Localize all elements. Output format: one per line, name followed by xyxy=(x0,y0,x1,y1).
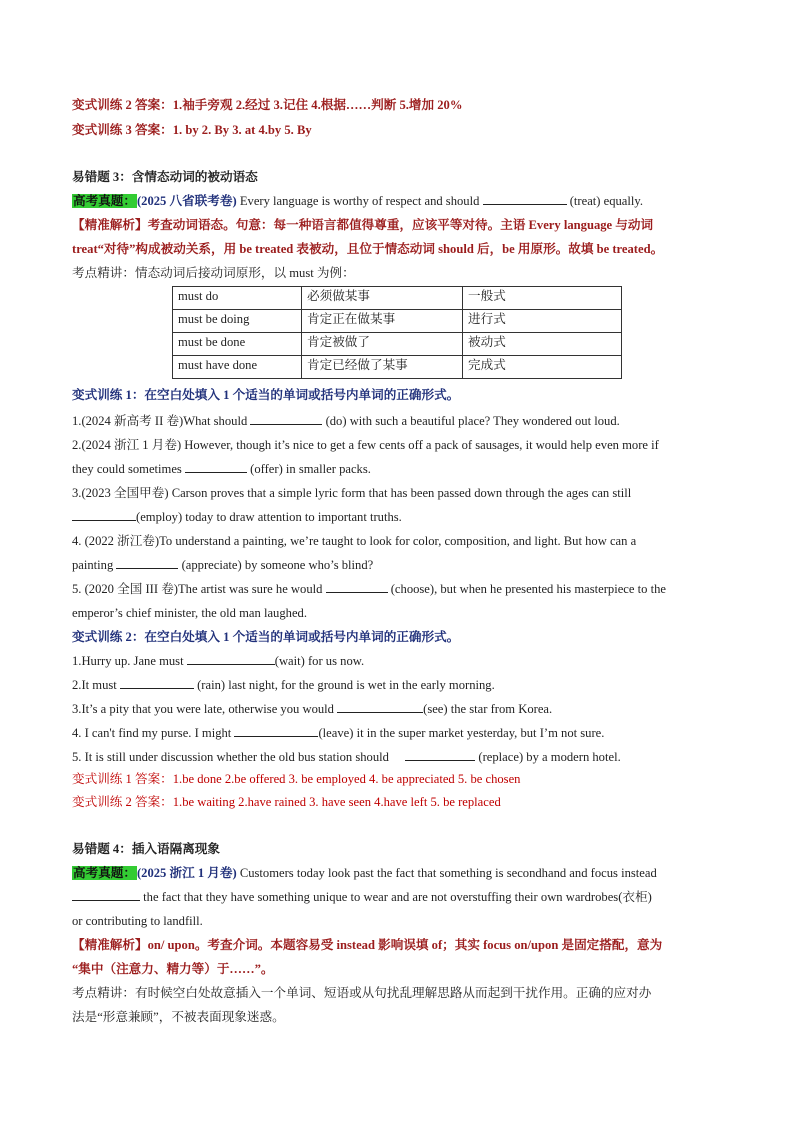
ex2-q5-text-a: 5. It is still under discussion whether the old bus station should xyxy=(72,750,389,764)
ex1-q1 xyxy=(72,412,620,430)
question-source: (2025 浙江 1 月卷) xyxy=(136,866,237,880)
answer-blank[interactable] xyxy=(72,508,136,521)
answer-blank[interactable] xyxy=(185,460,247,473)
s4-analysis-line-2: “集中（注意力、精力等）于……”。 xyxy=(72,962,274,976)
ex2-q3-text-a: 3.It’s a pity that you were late, otherwise you would xyxy=(72,702,334,716)
ex1-q4-line1: 4. (2022 浙江卷)To understand a painting, we’re taught to look for color, composition, and light. But how can a xyxy=(72,534,637,548)
section4-question-line2 xyxy=(72,888,652,906)
answer-blank[interactable] xyxy=(120,676,194,689)
ex1-q4-text-c: (appreciate) by someone who’s blind? xyxy=(181,558,374,572)
answer-v2-line: 变式训练 2 答案：1.袖手旁观 2.经过 3.记住 4.根据……判断 5.增加 20% xyxy=(72,98,463,112)
ex1-q5-line2: emperor’s chief minister, the old man laughed. xyxy=(72,606,307,620)
ex1-q3-line2 xyxy=(72,508,402,526)
table-cell: 完成式 xyxy=(463,356,622,379)
question-source: (2025 八省联考卷) xyxy=(136,194,237,208)
ex1-q3-text-b: (employ) today to draw attention to important truths. xyxy=(136,510,402,524)
ex2-q3 xyxy=(72,700,552,718)
ex1-answers: 变式训练 1 答案：1.be done 2.be offered 3. be employed 4. be appreciated 5. be chosen xyxy=(72,772,521,786)
table-cell: must be done xyxy=(173,333,302,356)
exercise2-title: 变式训练 2：在空白处填入 1 个适当的单词或括号内单词的正确形式。 xyxy=(72,630,460,644)
ex2-q4-text-b: (leave) it in the super market yesterday, but I’m not sure. xyxy=(318,726,605,740)
ex1-q2-text-b: they could sometimes xyxy=(72,462,182,476)
answer-blank[interactable] xyxy=(116,556,178,569)
ex2-q1-text-b: (wait) for us now. xyxy=(274,654,365,668)
gaokao-tag: 高考真题： xyxy=(73,866,136,880)
answer-blank[interactable] xyxy=(72,888,140,901)
ex2-q4-text-a: 4. I can't find my purse. I might xyxy=(72,726,232,740)
table-cell: 必须做某事 xyxy=(302,287,463,310)
answer-blank[interactable] xyxy=(250,412,322,425)
table-row xyxy=(173,310,622,333)
answer-blank[interactable] xyxy=(326,580,388,593)
ex2-q3-text-b: (see) the star from Korea. xyxy=(423,702,553,716)
ex2-q4 xyxy=(72,724,604,742)
question-text-a: Every language is worthy of respect and should xyxy=(239,194,480,208)
ex1-q4-text-b: painting xyxy=(72,558,114,572)
ex1-q2-line1: 2.(2024 浙江 1 月卷) However, though it’s nice to get a few cents off a pack of sausages, it would help even more if xyxy=(72,438,659,452)
table-cell: must be doing xyxy=(173,310,302,333)
ex1-q2-text-c: (offer) in smaller packs. xyxy=(250,462,371,476)
exercise1-title: 变式训练 1：在空白处填入 1 个适当的单词或括号内单词的正确形式。 xyxy=(72,388,460,402)
answer-blank[interactable] xyxy=(187,652,275,665)
s4-point-line-1: 考点精讲：有时候空白处故意插入一个单词、短语或从句扰乱理解思路从而起到干扰作用。正确的应对办 xyxy=(72,986,652,1000)
section3-question xyxy=(72,192,643,210)
ex1-q3-line1: 3.(2023 全国甲卷) Carson proves that a simple lyric form that has been passed down through the ages can still xyxy=(72,486,632,500)
table-cell: must do xyxy=(173,287,302,310)
ex2-q1-text-a: 1.Hurry up. Jane must xyxy=(72,654,184,668)
gaokao-tag: 高考真题： xyxy=(73,194,136,208)
section4-question-line3: or contributing to landfill. xyxy=(72,914,203,928)
answer-v3-line: 变式训练 3 答案：1. by 2. By 3. at 4.by 5. By xyxy=(72,123,312,137)
analysis-line-1: 【精准解析】考查动词语态。句意：每一种语言都值得尊重，应该平等对待。主语 Every language 与动词 xyxy=(72,218,654,232)
table-cell: 进行式 xyxy=(463,310,622,333)
table-row xyxy=(173,356,622,379)
ex1-q5-text-b: (choose), but when he presented his masterpiece to the xyxy=(390,582,666,596)
table-cell: 肯定被做了 xyxy=(302,333,463,356)
answer-blank[interactable] xyxy=(483,192,567,205)
table-cell: 肯定正在做某事 xyxy=(302,310,463,333)
ex2-q5 xyxy=(72,748,621,766)
table-cell: 被动式 xyxy=(463,333,622,356)
answer-blank[interactable] xyxy=(405,748,475,761)
table-row xyxy=(173,287,622,310)
ex2-answers: 变式训练 2 答案：1.be waiting 2.have rained 3. have seen 4.have left 5. be replaced xyxy=(72,795,501,809)
table-cell: 一般式 xyxy=(463,287,622,310)
ex1-q2-line2 xyxy=(72,460,371,478)
s4-q-text-1: Customers today look past the fact that something is secondhand and focus instead xyxy=(239,866,657,880)
section3-title: 易错题 3：含情态动词的被动语态 xyxy=(72,170,258,184)
answer-blank[interactable] xyxy=(234,724,318,737)
s4-analysis-line-1: 【精准解析】on/ upon。考查介词。本题容易受 instead 影响误填 of；其实 focus on/upon 是固定搭配，意为 xyxy=(72,938,663,952)
point-explanation: 考点精讲：情态动词后接动词原形，以 must 为例： xyxy=(72,266,355,280)
ex1-q4-line2 xyxy=(72,556,373,574)
ex2-q2 xyxy=(72,676,495,694)
s4-q-text-2: the fact that they have something unique to wear and are not overstuffing their own wardrobes(衣柜) xyxy=(143,890,652,904)
ex1-q5-line1 xyxy=(72,580,666,598)
table-cell: must have done xyxy=(173,356,302,379)
answer-blank[interactable] xyxy=(337,700,423,713)
question-text-b: (treat) equally. xyxy=(569,194,644,208)
ex2-q2-text-a: 2.It must xyxy=(72,678,117,692)
section4-question-line1 xyxy=(72,864,657,882)
ex2-q2-text-b: (rain) last night, for the ground is wet in the early morning. xyxy=(197,678,495,692)
table-row xyxy=(173,333,622,356)
ex2-q5-text-b: (replace) by a modern hotel. xyxy=(478,750,621,764)
ex1-q5-text-a: 5. (2020 全国 III 卷)The artist was sure he would xyxy=(72,582,323,596)
analysis-line-2: treat“对待”构成被动关系，用 be treated 表被动，且位于情态动词 should 后，be 用原形。故填 be treated。 xyxy=(72,242,664,256)
ex2-q1 xyxy=(72,652,364,670)
section4-title: 易错题 4：插入语隔离现象 xyxy=(72,842,220,856)
ex1-q1-text-a: 1.(2024 新高考 II 卷)What should xyxy=(72,414,248,428)
s4-point-line-2: 法是“形意兼顾”，不被表面现象迷惑。 xyxy=(72,1010,285,1024)
modal-passive-table xyxy=(172,286,622,379)
table-cell: 肯定已经做了某事 xyxy=(302,356,463,379)
ex1-q1-text-b: (do) with such a beautiful place? They wondered out loud. xyxy=(325,414,620,428)
